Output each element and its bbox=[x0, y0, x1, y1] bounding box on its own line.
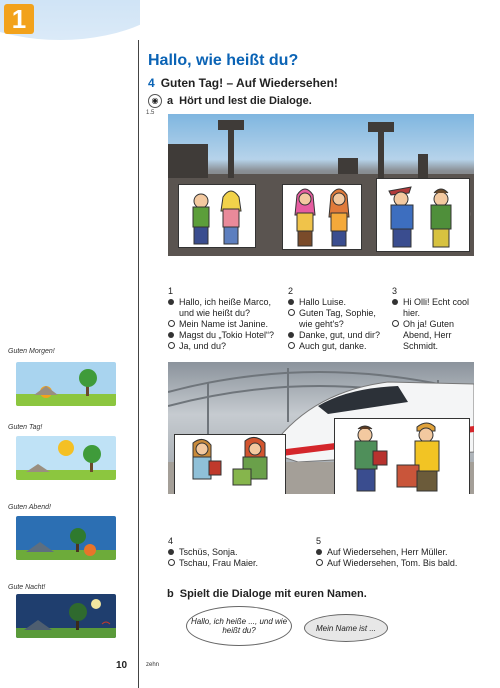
travel-drawing bbox=[335, 419, 468, 494]
sunrise-drawing bbox=[16, 362, 116, 406]
speaker-b-bullet bbox=[316, 559, 323, 566]
exercise-b-letter: b bbox=[167, 588, 174, 600]
illustration-luise-sophie bbox=[282, 184, 362, 250]
chapter-header bbox=[0, 0, 140, 40]
dialogue-line: Auf Wiedersehen, Tom. Bis bald. bbox=[327, 558, 458, 568]
track-number: 1.5 bbox=[146, 110, 155, 116]
dialogue-number: 5 bbox=[316, 536, 322, 546]
speaker-b-bullet bbox=[288, 309, 295, 316]
dialogue-line: Auf Wiedersehen, Herr Müller. bbox=[327, 547, 448, 557]
morning-scene bbox=[16, 362, 116, 406]
label-morning: Guten Morgen! bbox=[8, 348, 55, 355]
margin-rule bbox=[138, 40, 139, 688]
train-station-photo bbox=[168, 362, 474, 494]
boy-teacher-drawing bbox=[377, 179, 468, 250]
exercise-a-letter: a bbox=[167, 95, 174, 107]
task-label: Guten Tag! – Auf Wiedersehen! bbox=[160, 76, 338, 90]
dialogue-line: Tschüs, Sonja. bbox=[179, 547, 238, 557]
dialogue-5 bbox=[316, 536, 486, 569]
page-number-word: zehn bbox=[146, 662, 160, 668]
dialogue-1 bbox=[168, 286, 276, 352]
sunset-drawing bbox=[16, 516, 116, 560]
chapter-number: 1 bbox=[4, 4, 34, 34]
concert-photo bbox=[168, 114, 474, 256]
cd-icon: ◉ bbox=[148, 94, 162, 108]
speaker-a-bullet bbox=[168, 299, 174, 305]
dialogue-line: Mein Name ist Janine. bbox=[179, 319, 269, 329]
farewell-drawing bbox=[175, 435, 284, 494]
illustration-mueller-tom bbox=[334, 418, 470, 494]
moonlight-drawing bbox=[16, 594, 116, 638]
task-number: 4 bbox=[148, 76, 155, 90]
speaker-b-bullet bbox=[168, 342, 175, 349]
dialogue-line: Hi Olli! Echt cool hier. bbox=[403, 297, 470, 318]
exercise-b-text: Spielt die Dialoge mit euren Namen. bbox=[179, 588, 367, 600]
dialogue-line: Guten Tag, Sophie, wie geht's? bbox=[299, 308, 376, 329]
dialogue-number: 1 bbox=[168, 286, 174, 296]
label-evening: Guten Abend! bbox=[8, 504, 51, 511]
dialogue-line: Hallo Luise. bbox=[299, 297, 347, 307]
dialogue-number: 2 bbox=[288, 286, 294, 296]
dialogue-line: Auch gut, danke. bbox=[299, 341, 367, 351]
day-scene bbox=[16, 436, 116, 480]
evening-scene bbox=[16, 516, 116, 560]
exercise-b bbox=[167, 588, 367, 600]
speaker-b-bullet bbox=[392, 320, 399, 327]
dialogue-line: Magst du „Tokio Hotel“? bbox=[179, 330, 275, 340]
speech-bubble-left bbox=[186, 606, 292, 646]
label-night: Gute Nacht! bbox=[8, 584, 46, 591]
night-scene bbox=[16, 594, 116, 638]
dialogue-line: Tschau, Frau Maier. bbox=[179, 558, 259, 568]
speaker-a-bullet bbox=[288, 299, 294, 305]
dialogue-3 bbox=[392, 286, 476, 352]
task-heading bbox=[148, 76, 338, 90]
speaker-b-bullet bbox=[168, 320, 175, 327]
exercise-a-text: Hört und lest die Dialoge. bbox=[179, 95, 312, 107]
speaker-a-bullet bbox=[288, 332, 294, 338]
page-number: 10 bbox=[116, 660, 128, 671]
dialogue-number: 4 bbox=[168, 536, 174, 546]
illustration-olli-schmidt bbox=[376, 178, 470, 252]
speech-bubble-right bbox=[304, 614, 388, 642]
speaker-a-bullet bbox=[168, 332, 174, 338]
dialogue-2 bbox=[288, 286, 388, 352]
speaker-a-bullet bbox=[316, 549, 322, 555]
speaker-a-bullet bbox=[168, 549, 174, 555]
girls-drawing bbox=[283, 185, 360, 248]
exercise-a bbox=[167, 95, 312, 107]
dialogue-line: Ja, und du? bbox=[179, 341, 227, 351]
dialogue-number: 3 bbox=[392, 286, 398, 296]
speaker-a-bullet bbox=[392, 299, 398, 305]
illustration-sonja-maier bbox=[174, 434, 286, 494]
teens-drawing bbox=[179, 185, 254, 246]
label-day: Guten Tag! bbox=[8, 424, 43, 431]
speech-bubble-text: Mein Name ist ... bbox=[315, 623, 376, 633]
page-title: Hallo, wie heißt du? bbox=[148, 52, 299, 69]
speech-bubble-text: Hallo, ich heiße ..., und wie heißt du? bbox=[190, 617, 288, 635]
midday-drawing bbox=[16, 436, 116, 480]
dialogue-line: Oh ja! Guten Abend, Herr Schmidt. bbox=[403, 319, 455, 351]
dialogue-4 bbox=[168, 536, 298, 569]
dialogue-line: Hallo, ich heiße Marco, und wie heißt du? bbox=[179, 297, 272, 318]
dialogue-line: Danke, gut, und dir? bbox=[299, 330, 381, 340]
speaker-b-bullet bbox=[168, 559, 175, 566]
speaker-b-bullet bbox=[288, 342, 295, 349]
illustration-marco-janine bbox=[178, 184, 256, 248]
